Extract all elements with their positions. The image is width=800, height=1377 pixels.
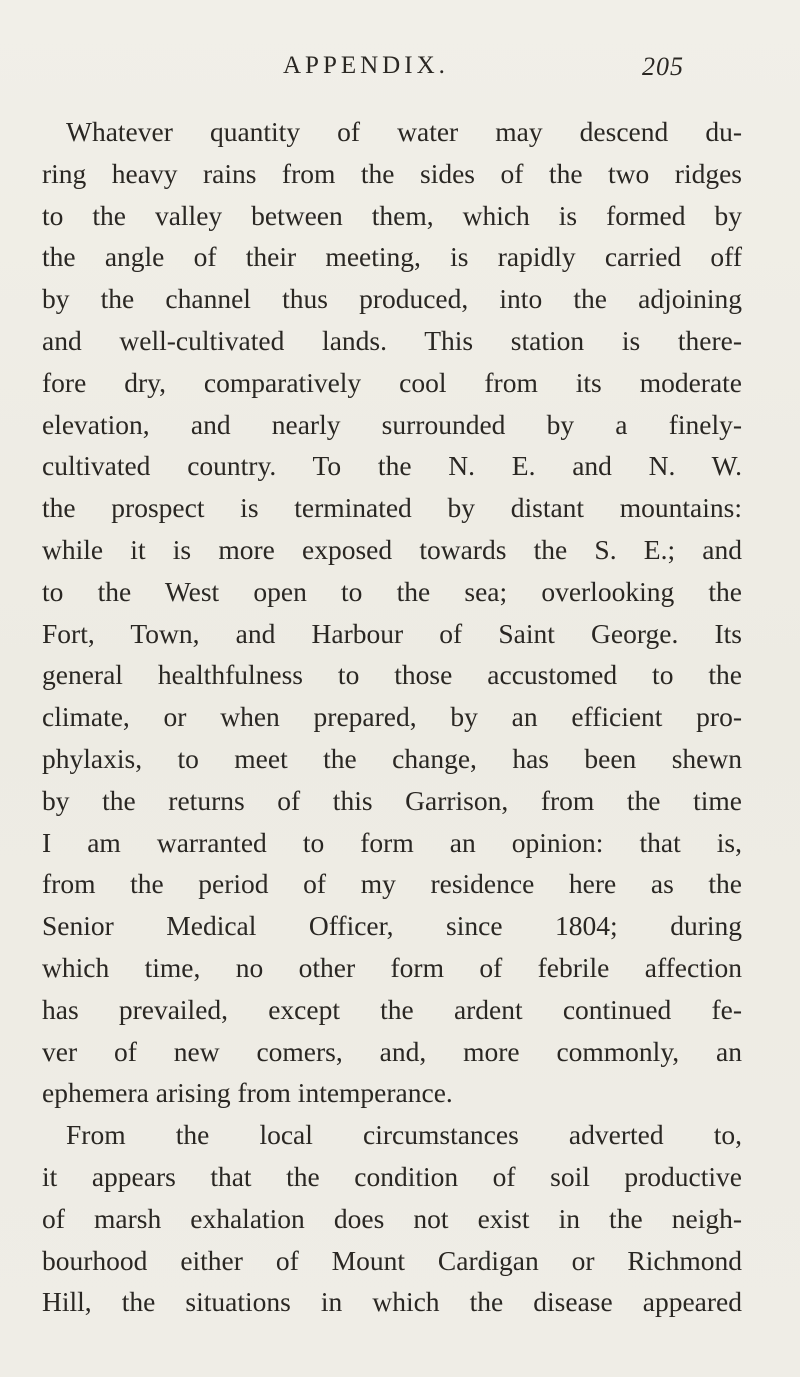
text-line: ring heavy rains from the sides of the two ridges — [42, 157, 742, 189]
paragraph-2 — [42, 1114, 742, 1323]
text-line: the angle of their meeting, is rapidly carried off — [42, 241, 742, 273]
text-line: to the West open to the sea; overlooking the — [42, 575, 742, 607]
text-line: by the channel thus produced, into the adjoining — [42, 283, 742, 315]
text-line: general healthfulness to those accustomed to the — [42, 659, 742, 691]
text-line: Whatever quantity of water may descend du- — [66, 116, 742, 147]
text-line: of marsh exhalation does not exist in the neigh- — [42, 1202, 742, 1234]
text-line: by the returns of this Garrison, from the time — [42, 784, 742, 816]
text-line: the prospect is terminated by distant mountains: — [42, 492, 742, 524]
text-line: From the local circumstances adverted to, — [66, 1119, 742, 1151]
text-line: and well-cultivated lands. This station is there- — [42, 324, 742, 356]
paragraph-1 — [42, 111, 742, 1114]
text-line: ver of new comers, and, more commonly, an — [42, 1035, 742, 1067]
text-line: to the valley between them, which is formed by — [42, 199, 742, 231]
text-line: has prevailed, except the ardent continued fe- — [42, 993, 742, 1025]
text-line: Hill, the situations in which the disease appeared — [42, 1286, 742, 1318]
text-line: bourhood either of Mount Cardigan or Richmond — [42, 1244, 742, 1276]
text-line: ephemera arising from intemperance. — [42, 1077, 453, 1109]
page-number: 205 — [642, 52, 684, 81]
text-line: Senior Medical Officer, since 1804; during — [42, 910, 742, 942]
text-line: from the period of my residence here as the — [42, 868, 742, 900]
running-head-title: APPENDIX. — [283, 52, 449, 79]
text-line: Fort, Town, and Harbour of Saint George. Its — [42, 617, 742, 649]
text-line: while it is more exposed towards the S. E.; and — [42, 533, 742, 565]
text-line: which time, no other form of febrile affection — [42, 951, 742, 983]
running-head — [0, 52, 800, 92]
text-line: phylaxis, to meet the change, has been shewn — [42, 742, 742, 774]
text-line: it appears that the condition of soil productive — [42, 1160, 742, 1192]
text-line: climate, or when prepared, by an efficient pro- — [42, 701, 742, 733]
text-line: fore dry, comparatively cool from its moderate — [42, 366, 742, 398]
text-line: cultivated country. To the N. E. and N. W. — [42, 450, 742, 482]
text-line: elevation, and nearly surrounded by a finely- — [42, 408, 742, 440]
text-line: I am warranted to form an opinion: that is, — [42, 826, 742, 858]
body-text — [42, 111, 742, 1323]
